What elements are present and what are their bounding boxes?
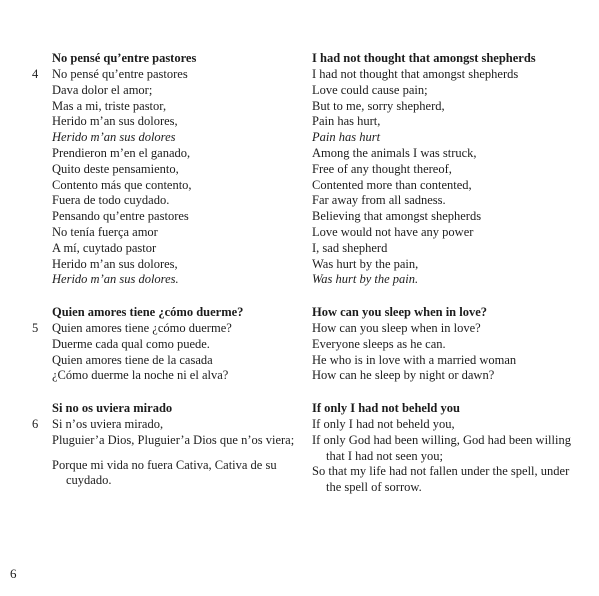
verse-text: Quien amores tiene de la casada <box>52 352 213 367</box>
verse-line <box>312 114 587 130</box>
verse-line <box>52 257 297 273</box>
song-heading: How can you sleep when in love? <box>312 305 488 319</box>
song-heading: Si no os uviera mirado <box>52 401 173 415</box>
song-4-spanish <box>32 50 297 288</box>
verse-text: Pain has hurt <box>312 130 381 145</box>
page-number: 6 <box>10 566 17 581</box>
verse-text: How can he sleep by night or dawn? <box>312 368 495 383</box>
verse-text: Pain has hurt, <box>312 114 381 129</box>
verse-text: Quien amores tiene ¿cómo duerme? <box>52 321 232 335</box>
verse-line <box>52 178 297 194</box>
verse-line <box>52 209 297 225</box>
verse-text: ¿Cómo duerme la noche ni el alva? <box>52 368 229 383</box>
song-number: 4 <box>32 67 39 81</box>
verse-text: Herido m’an sus dolores, <box>52 256 178 271</box>
verse-line <box>52 193 297 209</box>
verse-line <box>52 337 297 353</box>
verse-text: Far away from all sadness. <box>312 193 446 208</box>
verse-line <box>52 130 297 146</box>
verse-line <box>52 368 297 384</box>
verse-text: Quito deste pensamiento, <box>52 161 179 176</box>
verse-line <box>52 83 297 99</box>
verse-line <box>312 209 587 225</box>
verse-text: A mí, cuytado pastor <box>52 240 157 255</box>
song-number: 5 <box>32 321 39 335</box>
verse-line <box>52 99 297 115</box>
verse-line <box>312 162 587 178</box>
verse-line <box>312 178 587 194</box>
verse-line <box>52 353 297 369</box>
verse-text: Prendieron m’en el ganado, <box>52 145 191 160</box>
verse-line <box>312 368 587 384</box>
verse-text: Was hurt by the pain. <box>312 272 419 287</box>
verse-text: If only I had not beheld you, <box>312 417 455 431</box>
verse-text: I, sad shepherd <box>312 240 388 255</box>
verse-text: If only God had been willing, God had been willing that I had not seen you; <box>312 432 571 463</box>
song-heading: No pensé qu’entre pastores <box>52 51 197 65</box>
verse-line <box>312 257 587 273</box>
verse-text: Among the animals I was struck, <box>312 145 477 160</box>
verse-text: Contento más que contento, <box>52 177 192 192</box>
verse-text: I had not thought that amongst shepherds <box>312 67 519 81</box>
verse-text: Dava dolor el amor; <box>52 82 153 97</box>
song-heading: If only I had not beheld you <box>312 401 460 415</box>
verse-text: But to me, sorry shepherd, <box>312 98 445 113</box>
verse-line <box>312 272 587 288</box>
verse-line <box>312 433 587 465</box>
verse-text: Herido m’an sus dolores, <box>52 114 178 129</box>
verse-line <box>312 353 587 369</box>
verse-line <box>52 114 297 130</box>
song-5-spanish <box>32 304 297 384</box>
verse-line <box>312 193 587 209</box>
verse-text: Duerme cada qual como puede. <box>52 336 210 351</box>
verse-text: So that my life had not fallen under the spell, under the spell of sorrow. <box>312 464 570 495</box>
verse-text: Free of any thought thereof, <box>312 161 452 176</box>
verse-text: Everyone sleeps as he can. <box>312 336 446 351</box>
verse-line <box>312 321 587 337</box>
verse-text: Love would not have any power <box>312 224 474 239</box>
verse-text: Mas a mi, triste pastor, <box>52 98 167 113</box>
verse-text: Si n’os uviera mirado, <box>52 417 164 431</box>
verse-text: How can you sleep when in love? <box>312 321 481 335</box>
verse-text: No pensé qu’entre pastores <box>52 67 188 81</box>
verse-text: Porque mi vida no fuera Cativa, Cativa de su cuydado. <box>52 457 277 488</box>
verse-line <box>312 146 587 162</box>
verse-text: No tenía fuerça amor <box>52 224 158 239</box>
verse-line <box>312 417 587 433</box>
verse-line <box>312 99 587 115</box>
verse-line <box>32 417 297 433</box>
song-4-english <box>312 50 587 288</box>
song-5-english <box>312 304 587 384</box>
verse-line <box>312 83 587 99</box>
stanza-gap <box>52 449 297 458</box>
song-6-english <box>312 400 587 496</box>
verse-text: Herido m’an sus dolores <box>52 130 176 145</box>
song-6-spanish <box>32 400 297 489</box>
verse-line <box>312 464 587 496</box>
song-number: 6 <box>32 417 39 431</box>
verse-text: Pluguier’a Dios, Pluguier’a Dios que n’os viera; <box>52 432 295 447</box>
song-heading: I had not thought that amongst shepherds <box>312 51 536 65</box>
verse-line <box>312 241 587 257</box>
verse-line <box>52 433 297 449</box>
song-heading: Quien amores tiene ¿cómo duerme? <box>52 305 244 319</box>
verse-line <box>312 130 587 146</box>
verse-line <box>52 162 297 178</box>
verse-text: He who is in love with a married woman <box>312 352 517 367</box>
verse-line <box>52 458 297 490</box>
verse-line <box>52 146 297 162</box>
verse-text: Was hurt by the pain, <box>312 256 419 271</box>
verse-line <box>52 225 297 241</box>
verse-text: Love could cause pain; <box>312 82 428 97</box>
verse-line <box>312 67 587 83</box>
verse-text: Contented more than contented, <box>312 177 472 192</box>
verse-line <box>312 337 587 353</box>
verse-text: Herido m’an sus dolores. <box>52 272 179 287</box>
verse-line <box>52 241 297 257</box>
verse-line <box>32 321 297 337</box>
verse-text: Pensando qu’entre pastores <box>52 209 189 224</box>
verse-line <box>32 67 297 83</box>
verse-line <box>312 225 587 241</box>
verse-text: Fuera de todo cuydado. <box>52 193 170 208</box>
verse-text: Believing that amongst shepherds <box>312 209 482 224</box>
verse-line <box>52 272 297 288</box>
